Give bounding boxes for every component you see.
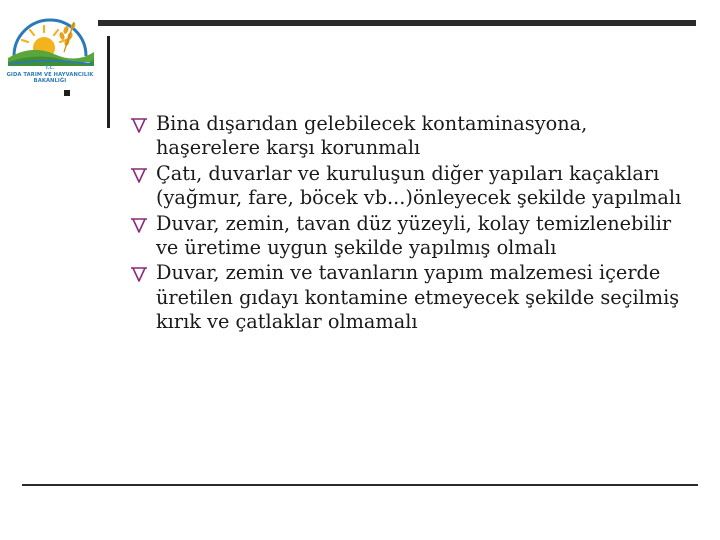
decorative-square	[64, 90, 70, 96]
vertical-divider	[107, 36, 110, 128]
bullet-text: Duvar, zemin ve tavanların yapım malzemesi içerde üretilen gıdayı kontamine etmeyecek şekilde seçilmiş kırık ve çatlaklar olmamalı	[156, 261, 680, 334]
logo-small-text: T.C.	[45, 66, 55, 71]
bottom-divider	[22, 484, 698, 486]
bullet-glyph-icon	[128, 215, 150, 235]
bullet-glyph-icon	[128, 264, 150, 284]
ministry-logo	[4, 8, 96, 90]
bullet-item	[128, 112, 688, 161]
bullet-item	[128, 261, 688, 334]
ministry-logo-sun-wheat-icon	[4, 8, 96, 68]
top-divider	[98, 20, 696, 26]
bullet-text: Duvar, zemin, tavan düz yüzeyli, kolay temizlenebilir ve üretime uygun şekilde yapılmış olmalı	[156, 211, 672, 260]
bullet-text: Çatı, duvarlar ve kuruluşun diğer yapıları kaçakları (yağmur, fare, böcek vb...)önleyecek şekilde yapılmalı	[156, 161, 682, 210]
logo-ministry-subname: BAKANLIĞI	[33, 78, 67, 84]
bullet-glyph-icon	[128, 115, 150, 135]
bullet-text: Bina dışarıdan gelebilecek kontaminasyona, haşerelere karşı korunmalı	[156, 112, 588, 160]
bullet-item	[128, 212, 688, 261]
bullet-glyph-icon	[128, 165, 150, 185]
logo-ministry-name: GIDA TARIM VE HAYVANCILIK	[6, 72, 94, 78]
bullet-item	[128, 162, 688, 211]
bullet-list	[128, 112, 688, 336]
